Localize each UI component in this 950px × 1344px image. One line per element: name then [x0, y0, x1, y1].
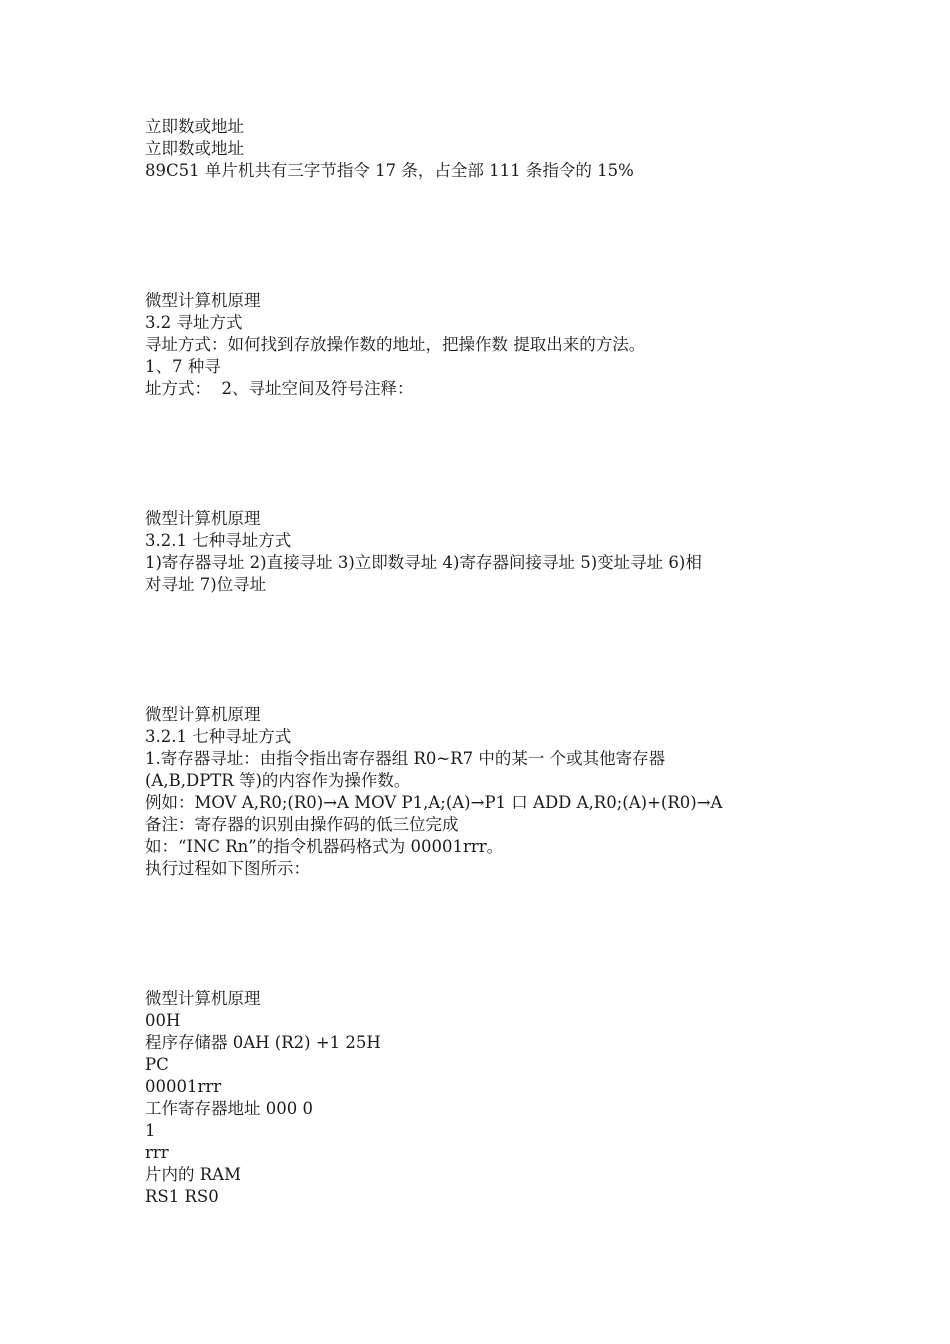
- text-line: 1、7 种寻: [145, 357, 221, 376]
- section-heading: 微型计算机原理: [145, 509, 261, 528]
- text-line: 址方式： 2、寻址空间及符号注释：: [145, 379, 414, 398]
- text-block-4: [145, 704, 845, 880]
- text-line: 89C51 单片机共有三字节指令 17 条，占全部 111 条指令的 15%: [145, 161, 634, 180]
- text-line: RS1 RS0: [145, 1187, 219, 1206]
- text-line: 立即数或地址: [145, 117, 244, 136]
- spacer: [145, 596, 845, 704]
- spacer: [145, 182, 845, 290]
- text-line: 对寻址 7)位寻址: [145, 575, 267, 594]
- text-block-1: [145, 116, 845, 182]
- text-line: 寻址方式：如何找到存放操作数的地址，把操作数 提取出来的方法。: [145, 335, 646, 354]
- text-line: 如：“INC Rn”的指令机器码格式为 00001rrr。: [145, 837, 504, 856]
- text-line: 1: [145, 1121, 156, 1140]
- spacer: [145, 880, 845, 988]
- text-block-3: [145, 508, 845, 596]
- document-page: [145, 116, 845, 1208]
- text-block-2: [145, 290, 845, 400]
- section-heading: 微型计算机原理: [145, 989, 261, 1008]
- section-subheading: 3.2.1 七种寻址方式: [145, 727, 292, 746]
- text-line: 程序存储器 0AH (R2) +1 25H: [145, 1033, 381, 1052]
- text-line: 1.寄存器寻址：由指令指出寄存器组 R0~R7 中的某一 个或其他寄存器: [145, 749, 666, 768]
- text-line: 例如：MOV A,R0;(R0)→A MOV P1,A;(A)→P1 口 ADD A,R0;(A)+(R0)→A: [145, 793, 723, 812]
- section-subheading: 3.2.1 七种寻址方式: [145, 531, 292, 550]
- text-line: rrr: [145, 1143, 169, 1162]
- text-line: 00H: [145, 1011, 181, 1030]
- section-subheading: 3.2 寻址方式: [145, 313, 243, 332]
- section-heading: 微型计算机原理: [145, 291, 261, 310]
- text-line: 执行过程如下图所示：: [145, 859, 310, 878]
- text-line: 备注：寄存器的识别由操作码的低三位完成: [145, 815, 459, 834]
- text-line: (A,B,DPTR 等)的内容作为操作数。: [145, 771, 411, 790]
- text-line: 1)寄存器寻址 2)直接寻址 3)立即数寻址 4)寄存器间接寻址 5)变址寻址 6)相: [145, 553, 702, 572]
- text-line: 立即数或地址: [145, 139, 244, 158]
- section-heading: 微型计算机原理: [145, 705, 261, 724]
- spacer: [145, 400, 845, 508]
- text-line: 00001rrr: [145, 1077, 222, 1096]
- text-line: PC: [145, 1055, 169, 1074]
- text-line: 片内的 RAM: [145, 1165, 241, 1184]
- text-block-5: [145, 988, 845, 1208]
- text-line: 工作寄存器地址 000 0: [145, 1099, 313, 1118]
